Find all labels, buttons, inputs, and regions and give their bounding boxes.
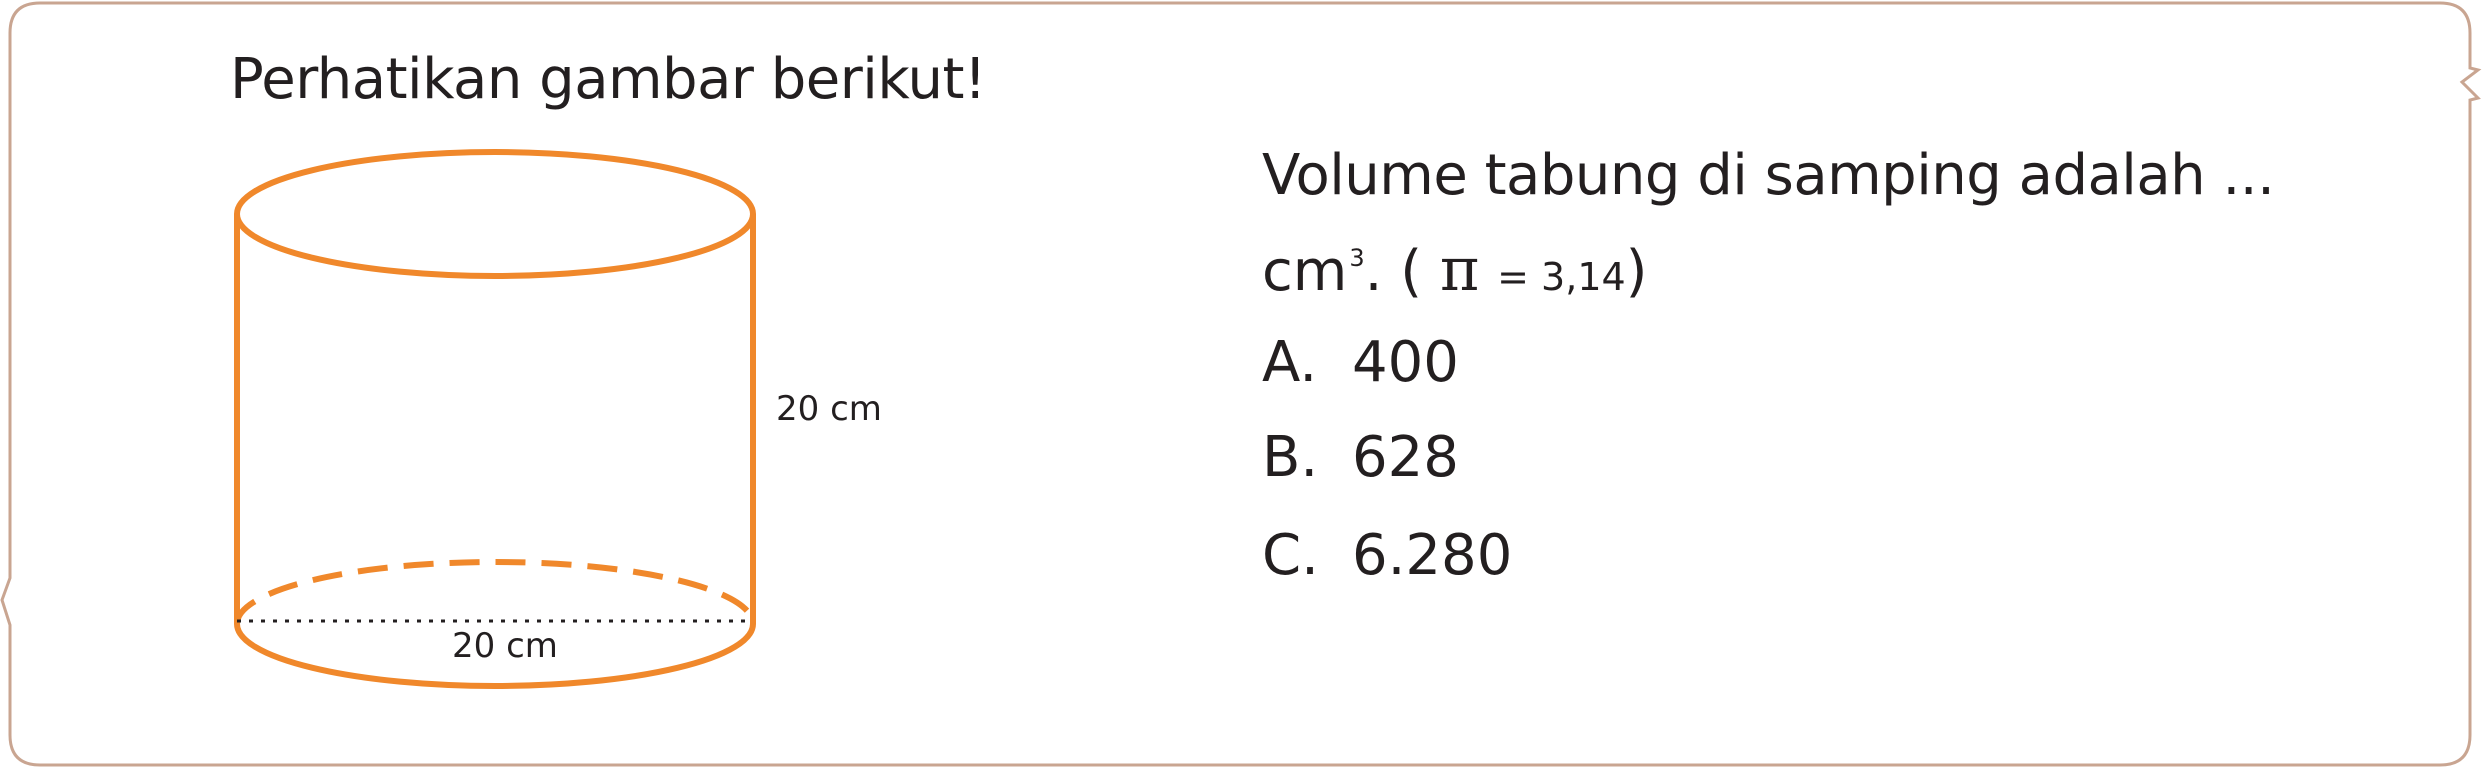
option-letter: C. [1262,523,1319,588]
option-c[interactable] [1262,523,1513,588]
unit-exponent: 3 [1349,244,1365,272]
option-letter: B. [1262,425,1319,490]
instruction-text: Perhatikan gambar berikut! [230,47,986,112]
question-line-2 [1262,235,1648,305]
cylinder-top [237,152,753,276]
pi-value: = 3,14 [1497,255,1626,299]
height-label: 20 cm [776,389,882,429]
question-line-1: Volume tabung di samping adalah ... [1262,143,2275,208]
option-value: 6.280 [1352,523,1513,588]
unit: cm [1262,239,1348,304]
option-value: 628 [1352,425,1459,490]
pi-symbol: π [1439,235,1480,305]
option-letter: A. [1262,330,1318,395]
option-b[interactable] [1262,425,1459,490]
option-value: 400 [1352,330,1459,395]
close-paren: ) [1625,239,1648,304]
cylinder-bottom-back [237,562,753,624]
after-unit: . ( [1364,239,1423,304]
diameter-label: 20 cm [452,626,558,666]
option-a[interactable] [1262,330,1459,395]
